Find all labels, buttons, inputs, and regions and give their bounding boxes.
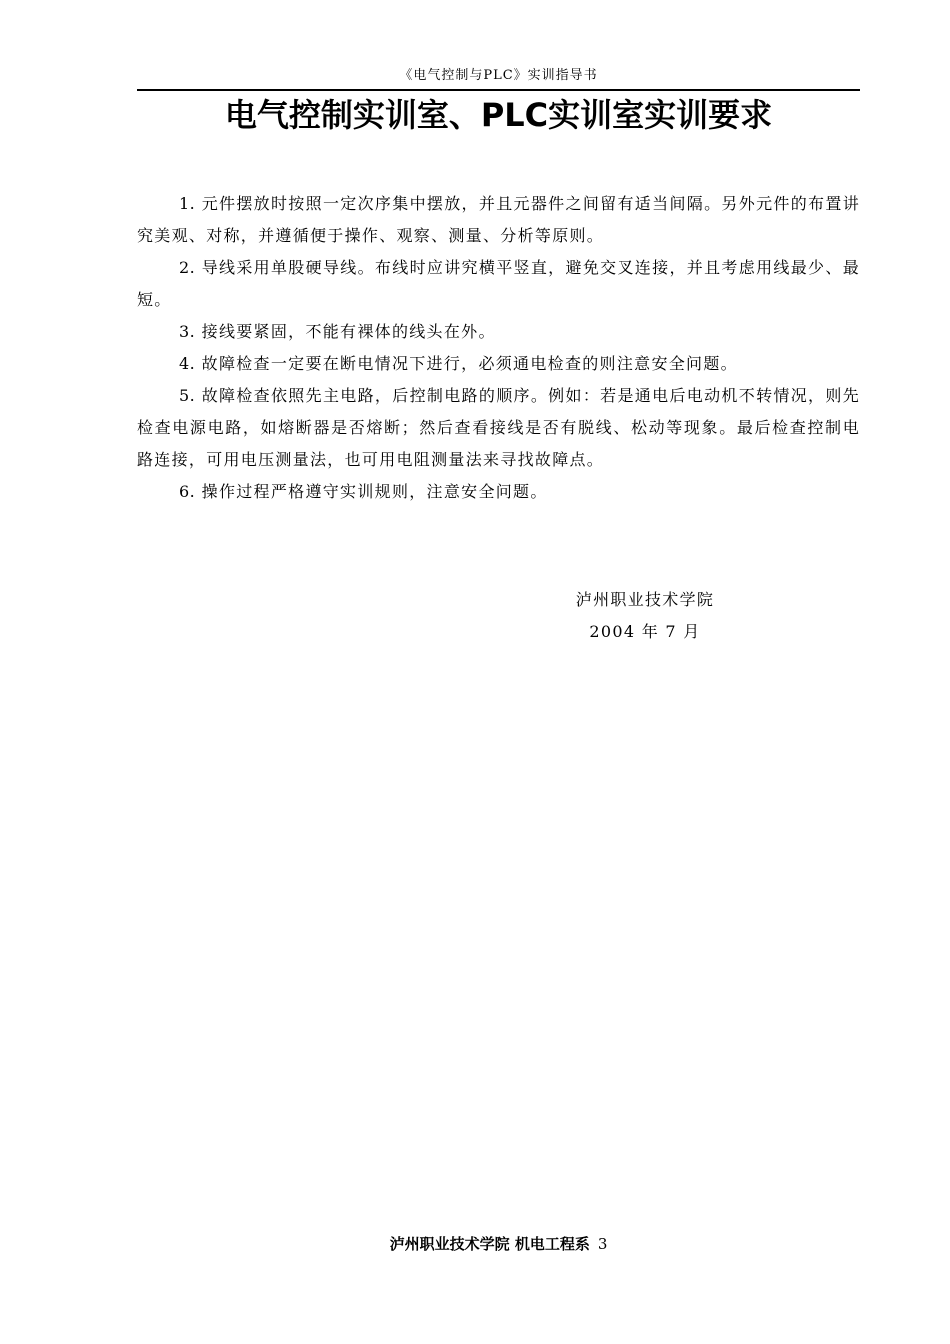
header-rule xyxy=(137,89,860,91)
item-number: 5. xyxy=(179,386,196,405)
item-number: 3. xyxy=(179,322,196,341)
requirements-list xyxy=(137,188,860,508)
item-text: 接线要紧固，不能有裸体的线头在外。 xyxy=(201,322,496,341)
signature-org: 泸州职业技术学院 xyxy=(575,590,715,609)
requirement-item-4 xyxy=(137,348,860,380)
signature-date: 2004 年 7 月 xyxy=(589,622,701,641)
item-text: 故障检查一定要在断电情况下进行，必须通电检查的则注意安全问题。 xyxy=(201,354,738,373)
item-number: 1. xyxy=(179,194,196,213)
footer-org: 泸州职业技术学院 机电工程系 xyxy=(389,1235,590,1253)
page-number: 3 xyxy=(597,1235,608,1253)
item-number: 6. xyxy=(179,482,196,501)
item-text: 导线采用单股硬导线。布线时应讲究横平竖直，避免交叉连接，并且考虑用线最少、最短。 xyxy=(137,258,861,309)
item-number: 4. xyxy=(179,354,196,373)
item-text: 元件摆放时按照一定次序集中摆放，并且元器件之间留有适当间隔。另外元件的布置讲究美观、对称，并遵循便于操作、观察、测量、分析等原则。 xyxy=(137,194,861,245)
requirement-item-2 xyxy=(137,252,860,316)
item-text: 故障检查依照先主电路，后控制电路的顺序。例如：若是通电后电动机不转情况，则先检查电源电路，如熔断器是否熔断；然后查看接线是否有脱线、松动等现象。最后检查控制电路连接，可用电压测量法，也可用电阻测量法来寻找故障点。 xyxy=(137,386,861,469)
running-header: 《电气控制与PLC》实训指导书 xyxy=(399,68,598,83)
item-number: 2. xyxy=(179,258,196,277)
item-text: 操作过程严格遵守实训规则，注意安全问题。 xyxy=(201,482,548,501)
requirement-item-5 xyxy=(137,380,860,476)
requirement-item-1 xyxy=(137,188,860,252)
signature-block xyxy=(545,584,745,648)
requirement-item-6 xyxy=(137,476,860,508)
requirement-item-3 xyxy=(137,316,860,348)
page-footer xyxy=(137,1233,860,1255)
document-title: 电气控制实训室、PLC实训室实训要求 xyxy=(224,96,773,134)
